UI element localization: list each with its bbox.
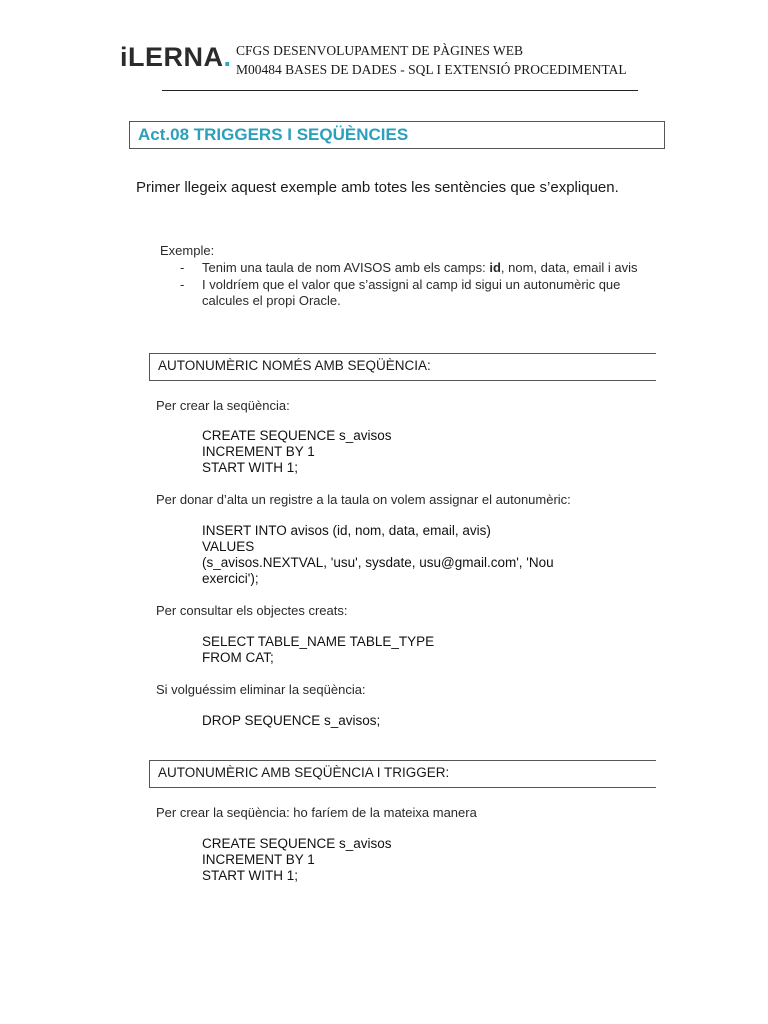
code-line: FROM CAT; — [202, 650, 274, 665]
code-line: VALUES — [202, 539, 255, 554]
header-course-info — [236, 41, 627, 79]
paragraph-select: Per consultar els objectes creats: — [156, 603, 348, 618]
logo-dot: . — [223, 42, 232, 72]
example-item-text: I voldríem que el valor que s’assigni al camp id sigui un autonumèric que calcules el propi Oracle. — [202, 277, 621, 308]
intro-paragraph: Primer llegeix aquest exemple amb totes les sentències que s’expliquen. — [136, 179, 619, 196]
bullet-dash: - — [180, 260, 185, 275]
section-heading-box — [149, 760, 656, 788]
code-line: INCREMENT BY 1 — [202, 444, 315, 459]
code-line: (s_avisos.NEXTVAL, 'usu', sysdate, usu@gmail.com', 'Nou — [202, 555, 554, 570]
section-heading: AUTONUMÈRIC AMB SEQÜÈNCIA I TRIGGER: — [158, 765, 450, 780]
code-line: DROP SEQUENCE s_avisos; — [202, 713, 381, 728]
code-line: START WITH 1; — [202, 460, 299, 475]
example-block — [160, 243, 660, 309]
code-block-create-sequence-2 — [202, 836, 392, 884]
code-line: exercici'); — [202, 571, 259, 586]
header-line-2: M00484 BASES DE DADES - SQL I EXTENSIÓ PROCEDIMENTAL — [236, 62, 627, 77]
code-block-insert — [202, 523, 554, 587]
ilerna-logo — [120, 42, 232, 73]
example-item — [160, 260, 660, 276]
activity-title-box — [129, 121, 665, 149]
logo-text: iLERNA — [120, 42, 224, 72]
example-item-text: , nom, data, email i avis — [500, 260, 638, 275]
paragraph-insert: Per donar d’alta un registre a la taula on volem assignar el autonumèric: — [156, 492, 571, 507]
section-heading-box — [149, 353, 656, 381]
activity-title: Act.08 TRIGGERS I SEQÜÈNCIES — [138, 125, 409, 144]
paragraph-create-sequence: Per crear la seqüència: — [156, 398, 290, 413]
example-item — [160, 277, 660, 309]
paragraph-create-sequence-2: Per crear la seqüència: ho faríem de la mateixa manera — [156, 805, 477, 820]
code-block-create-sequence — [202, 428, 392, 476]
example-item-text: Tenim una taula de nom AVISOS amb els camps: — [202, 260, 490, 275]
code-line: INCREMENT BY 1 — [202, 852, 315, 867]
example-item-bold: id — [489, 260, 501, 275]
code-block-drop — [202, 713, 380, 729]
example-label: Exemple: — [160, 243, 215, 258]
header-rule — [162, 90, 638, 91]
section-heading: AUTONUMÈRIC NOMÉS AMB SEQÜÈNCIA: — [158, 358, 431, 373]
bullet-dash: - — [180, 277, 185, 292]
code-line: CREATE SEQUENCE s_avisos — [202, 836, 392, 851]
code-line: INSERT INTO avisos (id, nom, data, email, avis) — [202, 523, 491, 538]
code-block-select — [202, 634, 434, 666]
code-line: CREATE SEQUENCE s_avisos — [202, 428, 392, 443]
header-line-1: CFGS DESENVOLUPAMENT DE PÀGINES WEB — [236, 43, 524, 58]
code-line: SELECT TABLE_NAME TABLE_TYPE — [202, 634, 435, 649]
code-line: START WITH 1; — [202, 868, 299, 883]
paragraph-drop: Si volguéssim eliminar la seqüència: — [156, 682, 366, 697]
